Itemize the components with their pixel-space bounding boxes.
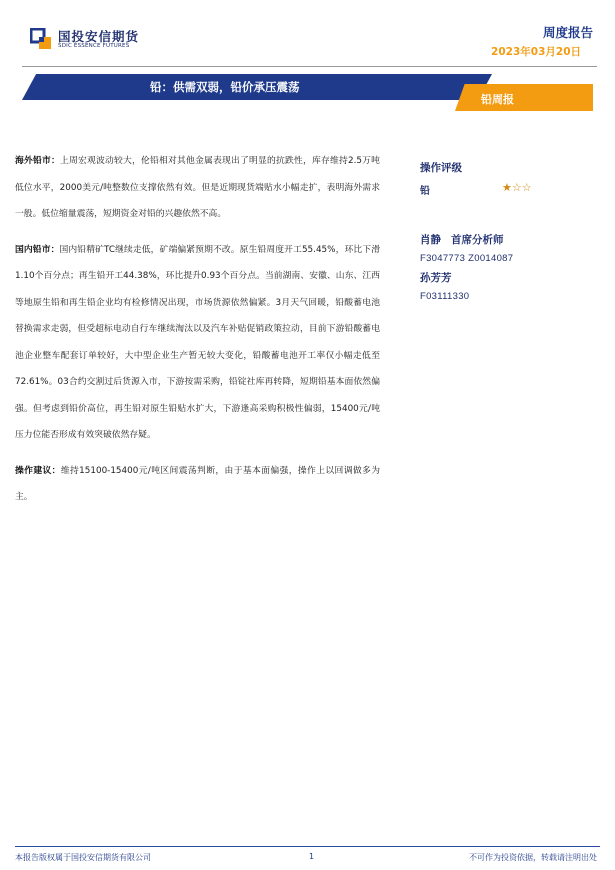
domestic-paragraph <box>15 237 380 449</box>
overseas-lead: 海外铅市： <box>15 156 60 166</box>
report-date: 2023年03月20日 <box>491 46 581 58</box>
analyst-1 <box>420 232 600 247</box>
logo-name-en: SDIC ESSENCE FUTURES <box>58 43 130 49</box>
company-logo <box>30 26 140 56</box>
analyst-1-name: 肖静 <box>420 234 441 246</box>
rating-metal: 铅 <box>420 186 430 197</box>
domestic-lead: 国内铅市： <box>15 244 60 255</box>
logo-mark-icon <box>30 28 52 50</box>
advice-text: 维持15100-15400元/吨区间震荡判断，由于基本面偏强，操作上以回调做多为主。 <box>15 465 380 502</box>
logo-name-cn: 国投安信期货 <box>58 29 140 44</box>
page-number: 1 <box>309 852 315 861</box>
sidebar <box>420 160 600 302</box>
analyst-1-license: F3047773 Z0014087 <box>420 253 514 264</box>
overseas-paragraph <box>15 148 380 228</box>
advice-lead: 操作建议： <box>15 465 61 476</box>
main-content <box>15 148 380 520</box>
star-empty-icon: ☆ <box>511 181 522 194</box>
star-empty-icon: ☆ <box>521 181 532 194</box>
report-type: 周度报告 <box>542 25 593 40</box>
header-divider <box>22 66 597 67</box>
section-tab-label: 铅周报 <box>481 93 514 106</box>
report-title: 铅：供需双弱，铅价承压震荡 <box>150 80 300 94</box>
footer-disclaimer: 不可作为投资依据，转载请注明出处 <box>469 853 597 862</box>
advice-paragraph <box>15 458 380 511</box>
analyst-2-name: 孙芳芳 <box>420 272 452 284</box>
section-tab <box>455 84 593 111</box>
star-filled-icon: ★ <box>502 181 512 194</box>
rating-row <box>420 182 600 202</box>
rating-stars <box>502 181 532 194</box>
footer-divider <box>15 846 600 847</box>
analyst-1-title: 首席分析师 <box>451 234 504 246</box>
overseas-text: 上周宏观波动较大，伦铅相对其他金属表现出了明显的抗跌性，库存维持2.5万吨低位水平，2000美元/吨整数位支撑依然有效。但是近期现货端贴水小幅走扩，表明海外需求一般。低位缩量震荡，短期资金对铅的兴趣依然不高。 <box>15 156 380 219</box>
analyst-2-license: F03111330 <box>420 291 470 302</box>
footer-copyright: 本报告版权属于国投安信期货有限公司 <box>15 853 151 862</box>
domestic-text: 国内铅精矿TC继续走低，矿端偏紧预期不改。原生铅周度开工55.45%，环比下滑1.10个百分点；再生铅开工44.38%，环比提升0.93个百分点。当前湖南、安徽、山东、江西等地原生铅和再生铅企业均有检修情况出现，市场货源依然偏紧。3月天气回暖，铅酸蓄电池替换需求走弱，但受超标电动自行车继续淘汰以及汽车补贴促销政策拉动，目前下游铅酸蓄电池企业整车配套订单较好，大中型企业生产暂无较大变化，铅酸蓄电池开工率仅小幅走低至72.61%。03合约交割过后货源入市，下游按需采购，铅锭社库再转降，短期铅基本面依然偏强。但考虑到铅价高位，再生铅对原生铅贴水扩大，下游逢高采购积极性偏弱，15400元/吨压力位能否形成有效突破依然存疑。 <box>15 244 380 440</box>
rating-heading: 操作评级 <box>420 162 462 174</box>
